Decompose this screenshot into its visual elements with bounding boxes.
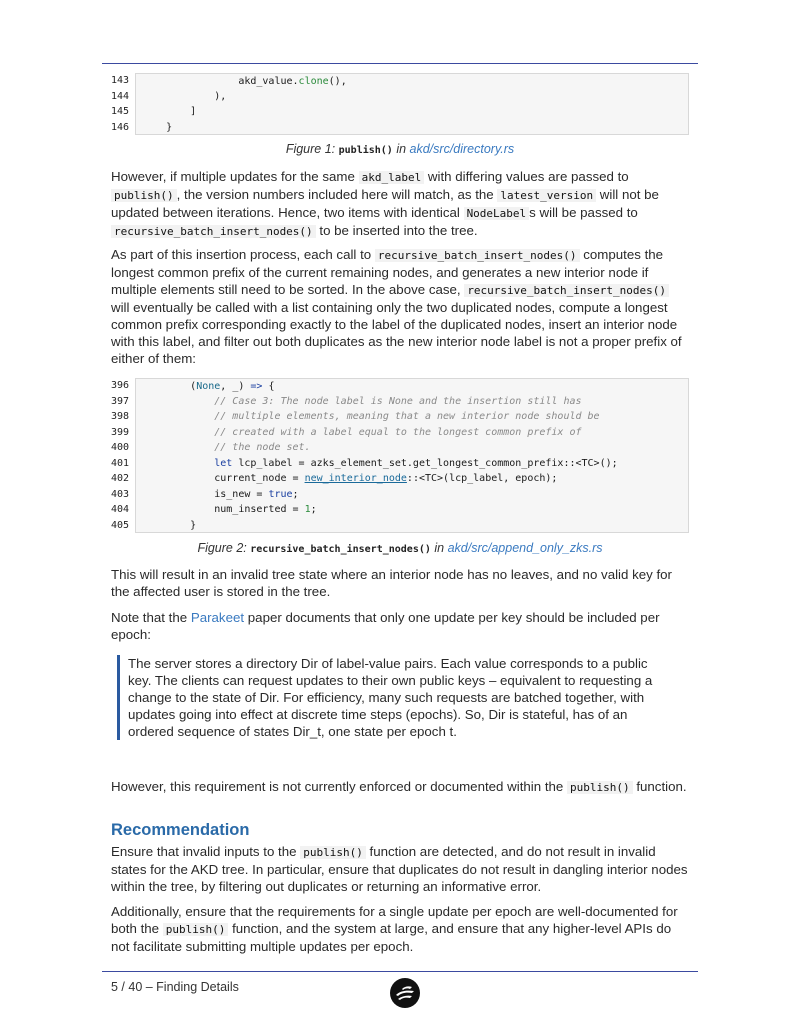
text: However, this requirement is not currently enforced or documented within the — [111, 779, 568, 794]
code-token: ; — [292, 488, 299, 500]
line-number: 400 — [111, 442, 130, 454]
line-number: 144 — [111, 90, 130, 102]
code-text — [135, 73, 689, 89]
line-number: 402 — [111, 473, 130, 485]
code-token[interactable]: new_interior_node — [304, 473, 407, 484]
code-text — [135, 378, 689, 394]
code-token: akd_value. — [142, 76, 299, 87]
code-text — [135, 89, 689, 105]
paragraph-requirement — [111, 778, 691, 796]
text: to be inserted into the tree. — [315, 223, 478, 238]
text: computes the longest common prefix of the current remaining nodes, and generates a new interior node if multiple elements still need to be sorted. In the above case, — [111, 247, 664, 297]
code-line — [102, 487, 689, 503]
text: , the version numbers included here will match, as the — [176, 187, 498, 202]
inline-code: NodeLabel — [464, 207, 530, 220]
code-text — [135, 425, 689, 441]
code-token — [142, 458, 214, 469]
code-token: } — [142, 121, 173, 133]
code-line — [102, 440, 689, 456]
blockquote-parakeet: The server stores a directory Dir of label-value pairs. Each value corresponds to a public key. The clients can request updates to their own public keys – equivalent to requesting a change to the state of Dir. For efficiency, many such requests are batched together, with updates going into effect at discrete time steps (epochs). So, Dir is stateful, has of an ordered sequence of states Dir_t, one state per epoch t. — [117, 655, 657, 740]
code-text — [135, 104, 689, 120]
code-token — [142, 411, 214, 422]
code-line — [102, 378, 689, 394]
caption-prefix: Figure 2: — [197, 541, 247, 555]
inline-code: recursive_batch_insert_nodes() — [111, 225, 316, 238]
code-text — [135, 471, 689, 487]
code-token: ( — [142, 381, 197, 392]
company-logo-icon — [390, 978, 420, 1008]
section-heading-recommendation: Recommendation — [111, 821, 250, 839]
inline-code: recursive_batch_insert_nodes() — [375, 249, 580, 262]
inline-code: publish() — [163, 923, 229, 936]
source-link-append-only-zks[interactable]: akd/src/append_only_zks.rs — [447, 541, 603, 555]
code-token: is_new = — [142, 488, 269, 500]
source-link-directory[interactable]: akd/src/directory.rs — [409, 142, 515, 156]
code-line — [102, 120, 689, 136]
code-token: true — [268, 488, 293, 500]
code-text — [135, 456, 689, 472]
code-token: clone — [298, 76, 329, 87]
inline-code: latest_version — [497, 189, 596, 202]
code-token: , _) — [220, 381, 251, 392]
inline-code: recursive_batch_insert_nodes() — [464, 284, 669, 297]
inline-code: akd_label — [359, 171, 425, 184]
footer-rule — [102, 971, 698, 972]
code-text — [135, 502, 689, 518]
text: function are detected, and do not result in invalid states for the AKD tree. In particular, ensure that duplicates do not result in dangling interior nodes within the tree, by filtering out duplicates or returning an informative error. — [111, 844, 688, 894]
code-line — [102, 425, 689, 441]
inline-code: publish() — [111, 189, 177, 202]
text: function, and the system at large, and ensure that any higher-level APIs do not facilitate submitting multiple updates per epoch. — [111, 921, 672, 954]
code-token: ::<TC>(lcp_label, epoch); — [406, 473, 558, 484]
code-line — [102, 471, 689, 487]
code-line — [102, 409, 689, 425]
line-number: 399 — [111, 426, 130, 438]
code-line — [102, 89, 689, 105]
line-number: 403 — [111, 488, 130, 500]
line-number: 404 — [111, 504, 130, 516]
code-token: ] — [142, 106, 197, 117]
code-token — [142, 427, 214, 438]
code-token — [142, 442, 214, 453]
text: paper documents that only one update per key should be included per epoch: — [111, 610, 660, 642]
code-token: } — [142, 519, 197, 531]
parakeet-link[interactable]: Parakeet — [190, 610, 245, 625]
code-text — [135, 440, 689, 456]
caption-in: in — [434, 541, 445, 555]
line-number: 405 — [111, 519, 130, 531]
code-text — [135, 409, 689, 425]
line-number: 396 — [111, 380, 130, 392]
code-listing-figure-1 — [102, 73, 689, 135]
paragraph-invalid-tree: This will result in an invalid tree state where an interior node has no leaves, and no valid key for the affected user is stored in the tree. — [111, 567, 672, 599]
code-token — [142, 396, 214, 407]
line-number: 401 — [111, 457, 130, 469]
caption-code: publish() — [338, 145, 393, 156]
paragraph-recommendation-2 — [111, 903, 691, 955]
code-line — [102, 104, 689, 120]
code-text — [135, 487, 689, 503]
text: Additionally, ensure that the requirements for a single update per epoch are well-documented for both the — [111, 904, 678, 936]
header-rule — [102, 63, 698, 64]
code-token: 1 — [304, 504, 311, 515]
code-token: num_inserted = — [142, 504, 305, 515]
code-text — [135, 518, 689, 534]
code-line — [102, 502, 689, 518]
line-number: 145 — [111, 106, 130, 118]
code-token: // multiple elements, meaning that a new interior node should be — [214, 411, 600, 422]
text: will eventually be called with a list containing only the two duplicated nodes, compute a longest common prefix corresponding exactly to the label of the duplicated nodes, insert an interior node with this label, and filter out both duplicates as the new interior node label is not a proper prefix of either of them: — [111, 300, 682, 366]
code-token: // created with a label equal to the longest common prefix of — [214, 426, 582, 438]
inline-code: publish() — [567, 781, 633, 794]
code-text — [135, 394, 689, 410]
code-line — [102, 394, 689, 410]
inline-code: publish() — [300, 846, 366, 859]
code-token: (), — [328, 76, 347, 87]
text: s will be passed to — [529, 205, 638, 220]
code-token: let — [214, 457, 233, 469]
code-token: lcp_label = azks_element_set.get_longest_common_prefix::<TC>(); — [232, 457, 618, 469]
page-footer: 5 / 40 – Finding Details — [111, 980, 239, 994]
code-text — [135, 120, 689, 136]
text: As part of this insertion process, each call to — [111, 247, 375, 262]
caption-in: in — [396, 142, 407, 156]
text: will not be updated between iterations. Hence, two items with identical — [111, 187, 659, 220]
caption-code: recursive_batch_insert_nodes() — [250, 544, 431, 555]
line-number: 397 — [111, 395, 130, 407]
figure-1-caption — [102, 142, 698, 156]
code-token: ; — [310, 504, 317, 515]
caption-prefix: Figure 1: — [285, 142, 336, 156]
line-number: 146 — [111, 121, 130, 133]
figure-2-caption — [102, 541, 698, 555]
code-listing-figure-2 — [102, 378, 689, 533]
text: However, if multiple updates for the same — [111, 169, 359, 184]
text: with differing values are passed to — [424, 169, 629, 184]
line-number: 398 — [111, 411, 130, 423]
text: Ensure that invalid inputs to the — [111, 844, 301, 859]
code-token: // Case 3: The node label is None and the insertion still has — [214, 395, 582, 407]
code-token: current_node = — [142, 473, 305, 484]
paragraph-duplicate-updates — [111, 168, 691, 240]
code-token: => — [250, 381, 263, 392]
code-token: { — [262, 381, 275, 392]
code-token: // the node set. — [214, 442, 311, 453]
paragraph-recommendation-1 — [111, 843, 691, 895]
paragraph-parakeet-note — [111, 609, 691, 643]
code-line — [102, 518, 689, 534]
text: function. — [632, 779, 687, 794]
code-line — [102, 456, 689, 472]
code-token: ), — [142, 90, 227, 102]
line-number: 143 — [111, 75, 130, 87]
code-line — [102, 73, 689, 89]
code-token: None — [196, 381, 221, 392]
text: Note that the — [111, 610, 191, 625]
paragraph-insertion-process — [111, 246, 691, 367]
